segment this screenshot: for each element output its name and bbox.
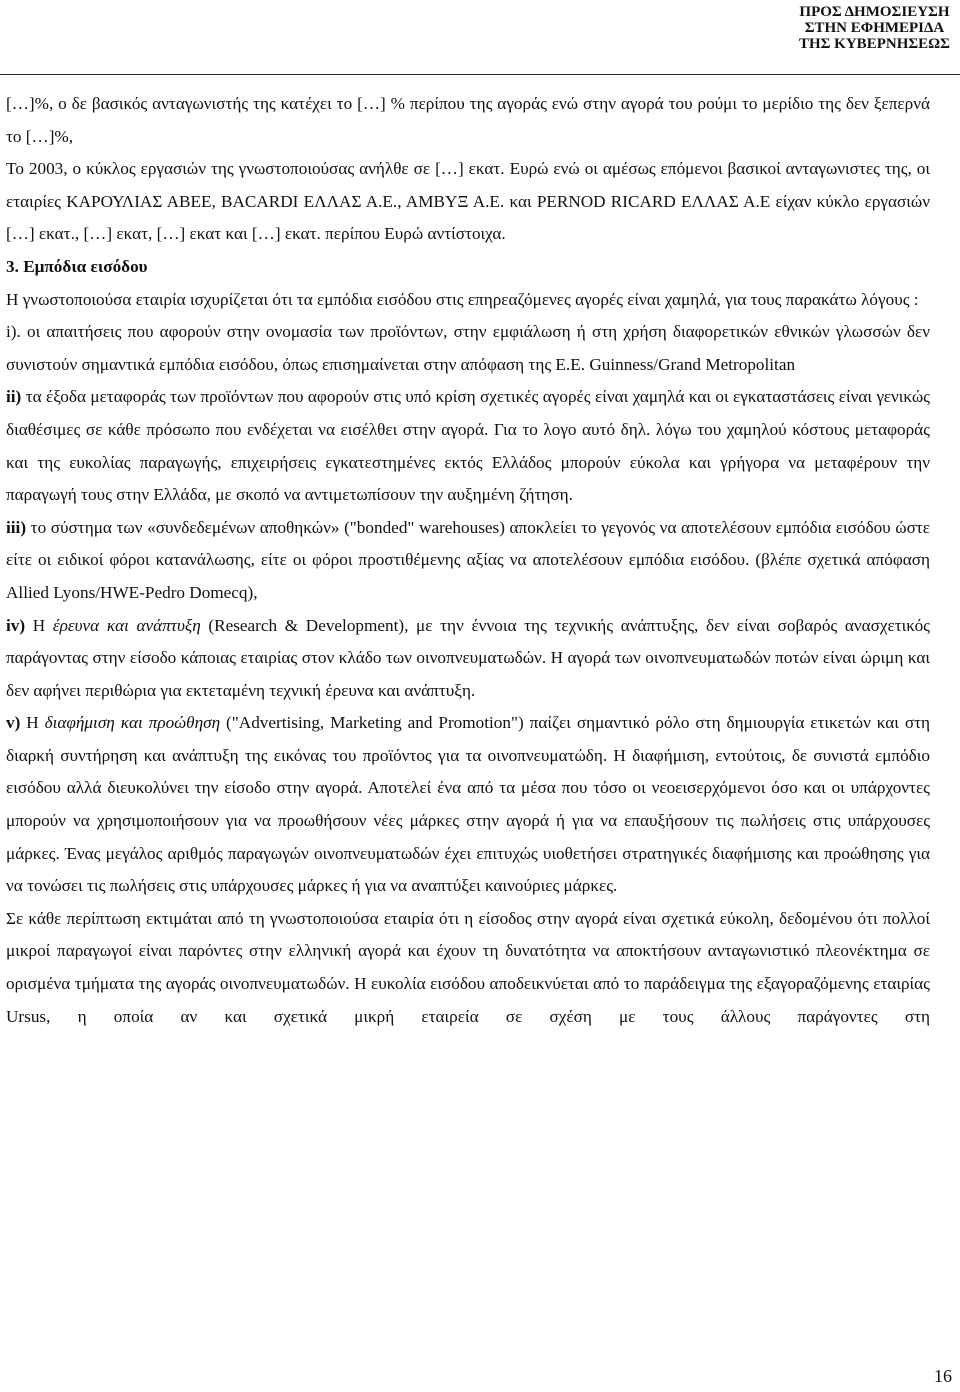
publication-header — [799, 4, 950, 52]
list-item-ii — [6, 381, 930, 511]
list-item-iv — [6, 610, 930, 708]
list-item-iv-pre: Η — [25, 615, 53, 635]
list-item-iv-label: iv) — [6, 615, 26, 635]
paragraph-conclusion: Σε κάθε περίπτωση εκτιμάται από τη γνωστοποιούσα εταιρία ότι η είσοδος στην αγορά είναι σχετικά εύκολη, δεδομένου ότι πολλοί μικροί παραγωγοί είναι παρόντες στην ελληνική αγορά και έχουν τη δυνατότητα να αποκτήσουν ανταγωνιστικό πλεονέκτημα σε ορισμένα τμήματα της αγοράς οινοπνευματωδών. Η ευκολία εισόδου αποδεικνύεται από το παράδειγμα της εξαγοραζόμενης εταιρίας Ursus, η οποία αν και σχετικά μικρή εταιρεία σε σχέση με τους άλλους παράγοντες στη — [6, 908, 930, 1026]
document-body — [6, 88, 930, 1033]
header-line-1: ΠΡΟΣ ΔΗΜΟΣΙΕΥΣΗ — [799, 4, 950, 20]
list-item-v-italic: διαφήμιση και προώθηση — [44, 713, 221, 733]
list-item-iv-text: (Research & Development), με την έννοια της τεχνικής ανάπτυξης, δεν είναι σοβαρός ανασχετικός παράγοντας στην είσοδο κάποιας εταιρίας στον κλάδο των οινοπνευματωδών. Η αγορά των οινοπνευματωδών ποτών είναι ώριμη και δεν αφήνει περιθώρια για εκτεταμένη τεχνική έρευνα και ανάπτυξη. — [6, 615, 930, 700]
paragraph-entry-barriers-intro: Η γνωστοποιούσα εταιρία ισχυρίζεται ότι τα εμπόδια εισόδου στις επηρεαζόμενες αγορές είναι χαμηλά, για τους παρακάτω λόγους : — [6, 289, 919, 309]
list-item-i: i). οι απαιτήσεις που αφορούν στην ονομασία των προϊόντων, στην εμφιάλωση ή στη χρήση διαφορετικών εθνικών γλωσσών δεν συνιστούν σημαντικά εμπόδια εισόδου, όπως επισημαίνεται στην απόφαση της Ε.Ε. Guinness/Grand Metropolitan — [6, 322, 930, 374]
list-item-iv-italic: έρευνα και ανάπτυξη — [52, 615, 201, 635]
header-line-2: ΣΤΗΝ ΕΦΗΜΕΡΙΔΑ — [804, 20, 945, 36]
list-item-v — [6, 707, 930, 903]
list-item-v-label: v) — [6, 713, 21, 733]
header-divider — [0, 74, 960, 75]
header-line-3: ΤΗΣ ΚΥΒΕΡΝΗΣΕΩΣ — [798, 36, 950, 52]
list-item-v-text: ("Advertising, Marketing and Promotion") παίζει σημαντικό ρόλο στη δημιουργία ετικετών και στη διαρκή συντήρηση και ανάπτυξη της εικόνας του προϊόντος για τα οινοπνευματώδη. Η διαφήμιση, εντούτοις, δε συνιστά εμπόδιο εισόδου αλλά διευκολύνει την είσοδο στην αγορά. Αποτελεί ένα από τα μέσα που τόσο οι νεοεισερχόμενοι όσο και οι υπάρχοντες μπορούν να χρησιμοποιήσουν για να προωθήσουν νέες μάρκες στην αγορά ή για να επαυξήσουν τις πωλήσεις στις υπάρχουσες μάρκες. Ένας μεγάλος αριθμός παραγωγών οινοπνευματωδών έχει επιτυχώς υιοθετήσει στρατηγικές διαφήμισης και προώθησης για να τονώσει τις πωλήσεις στις υπάρχουσες μάρκες ή για να αναπτύξει καινούριες μάρκες. — [6, 713, 930, 896]
list-item-ii-label: ii) — [6, 387, 22, 407]
list-item-iii — [6, 512, 930, 610]
paragraph-market-share: […]%, ο δε βασικός ανταγωνιστής της κατέχει το […] % περίπου της αγοράς ενώ στην αγορά του ρούμι το μερίδιο της δεν ξεπερνά το […]%, — [6, 94, 930, 146]
section-heading-entry-barriers: 3. Εμπόδια εισόδου — [6, 256, 148, 276]
list-item-iii-label: iii) — [6, 517, 27, 537]
paragraph-turnover: Το 2003, ο κύκλος εργασιών της γνωστοποιούσας ανήλθε σε […] εκατ. Ευρώ ενώ οι αμέσως επόμενοι βασικοί ανταγωνιστες της, οι εταιρίες ΚΑΡΟΥΛΙΑΣ ΑΒΕΕ, BACARDI ΕΛΛΑΣ Α.Ε., ΑΜΒΥΞ Α.Ε. και PERNOD RICARD ΕΛΛΑΣ Α.Ε είχαν κύκλο εργασιών […] εκατ., […] εκατ, […] εκατ και […] εκατ. περίπου Ευρώ αντίστοιχα. — [6, 159, 930, 244]
list-item-ii-text: τα έξοδα μεταφοράς των προϊόντων που αφορούν στις υπό κρίση σχετικές αγορές είναι χαμηλά και οι εγκαταστάσεις είναι γενικώς διαθέσιμες σε κάθε πρόσωπο που ενδέχεται να εισέλθει στην αγορά. Για το λογο αυτό δηλ. λόγω του χαμηλού κόστους μεταφοράς και της ευκολίας παραγωγής, επιχειρήσεις εγκατεστημένες εκτός Ελλάδος μπορούν εύκολα και γρήγορα να μεταφέρουν την παραγωγή τους στην Ελλάδα, με σκοπό να αντιμετωπίσουν την αυξημένη ζήτηση. — [6, 387, 930, 505]
list-item-v-pre: Η — [20, 713, 45, 733]
page-number: 16 — [934, 1366, 952, 1386]
list-item-iii-text: το σύστημα των «συνδεδεμένων αποθηκών» ("bonded" warehouses) αποκλείει το γεγονός να αποτελέσουν εμπόδια εισόδου ώστε είτε οι ειδικοί φόροι κατανάλωσης, είτε οι φόροι προστιθέμενης αξίας να αποτελέσουν εμπόδια εισόδου. (βλέπε σχετικά απόφαση Allied Lyons/HWE-Pedro Domecq), — [6, 517, 930, 602]
